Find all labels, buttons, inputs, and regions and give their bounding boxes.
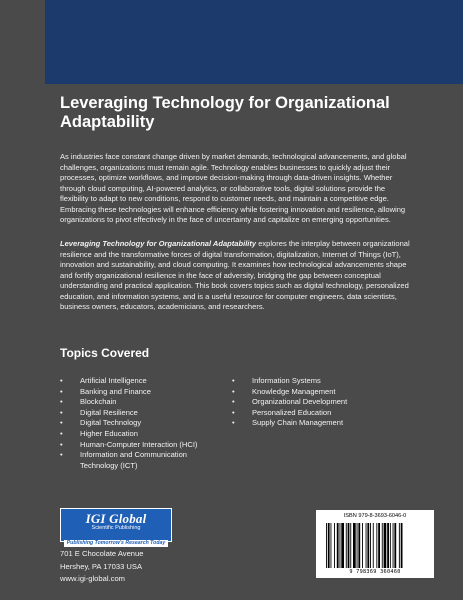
isbn-label: ISBN 979-8-3693-6046-0 [343, 513, 407, 519]
publisher-logo-name: IGI Global [85, 511, 147, 526]
topic-item: • Digital Resilience [60, 407, 138, 417]
bullet-icon: • [60, 376, 63, 385]
barcode-bars-icon [324, 523, 426, 568]
top-color-band [45, 0, 463, 84]
publisher-logo [60, 508, 172, 546]
topics-list-column-2 [232, 376, 402, 429]
bullet-icon: • [232, 376, 235, 385]
bullet-icon: • [232, 418, 235, 428]
publisher-logo-tagline: Publishing Tomorrow's Research Today [64, 540, 169, 547]
publisher-website: www.igi-global.com [60, 574, 125, 583]
bullet-icon: • [60, 428, 63, 438]
topic-item: • Information Systems [232, 376, 321, 385]
description-paragraph-2-text: explores the interplay between organizational resilience and the transformative forces of digital transformation, digitalization, Internet of Things (IoT), innovation and sustainability, and cloud computing. It examines how technological advancements shape and fortify organizational resilience in the face of adversity, bridging the gap between conceptual understanding and practical application. This book covers topics such as digital technology, personalized education, and information systems, and is a useful resource for computer engineers, data scientists, business owners, educators, academicians, and researchers. [60, 239, 410, 311]
bullet-icon: • [60, 386, 63, 396]
topic-item: • Organizational Development [232, 397, 348, 407]
topic-item: • Artificial Intelligence [60, 376, 147, 385]
topics-heading: Topics Covered [60, 346, 150, 360]
publisher-logo-subtitle: Scientific Publishing [91, 525, 141, 531]
topic-item: • Personalized Education [232, 407, 332, 417]
bullet-icon: • [60, 439, 63, 449]
isbn-barcode [316, 510, 434, 578]
topic-item: • Digital Technology [60, 418, 142, 428]
topic-item: • Higher Education [60, 428, 138, 438]
book-title: Leveraging Technology for Organizational Adaptability [60, 94, 390, 131]
publisher-address [60, 548, 143, 586]
bullet-icon: • [232, 397, 235, 407]
barcode-digits: 9 798369 360460 [349, 569, 401, 575]
topics-list-column-1 [60, 376, 230, 471]
topic-item: • Human-Computer Interaction (HCI) [60, 439, 198, 449]
address-city: Hershey, PA 17033 USA [60, 561, 143, 571]
bullet-icon: • [60, 450, 63, 460]
address-street: 701 E Chocolate Avenue [60, 549, 144, 558]
bullet-icon: • [232, 407, 235, 417]
topic-item: • Knowledge Management [232, 386, 336, 396]
topic-item: • Supply Chain Management [232, 418, 344, 428]
topic-item: • Banking and Finance [60, 386, 151, 396]
topic-item: • Information and Communication Technology (ICT) [60, 450, 187, 470]
description-paragraph-2 [60, 239, 410, 313]
bullet-icon: • [60, 407, 63, 417]
bullet-icon: • [232, 386, 235, 396]
bullet-icon: • [60, 397, 63, 407]
topic-item: • Blockchain [60, 397, 117, 407]
book-title-emphasis: Leveraging Technology for Organizational Adaptability [60, 239, 257, 248]
description-paragraph-1: As industries face constant change driven by market demands, technological advancements, and global challenges, organizations must remain agile. Technology enables businesses to quickly adjust their processes, optimize workflows, and improve decision-making through data-driven insights. Whether through cloud computing, AI-powered analytics, or collaborative tools, digital solutions provide the flexibility to adapt to new conditions, respond to customer needs, and maintain a competitive edge. Embracing these technologies will enhance efficiency while fostering innovation and resilience, allowing organizations to pivot effectively in the face of uncertainty and capitalize on emerging opportunities. [60, 152, 407, 224]
bullet-icon: • [60, 418, 63, 428]
